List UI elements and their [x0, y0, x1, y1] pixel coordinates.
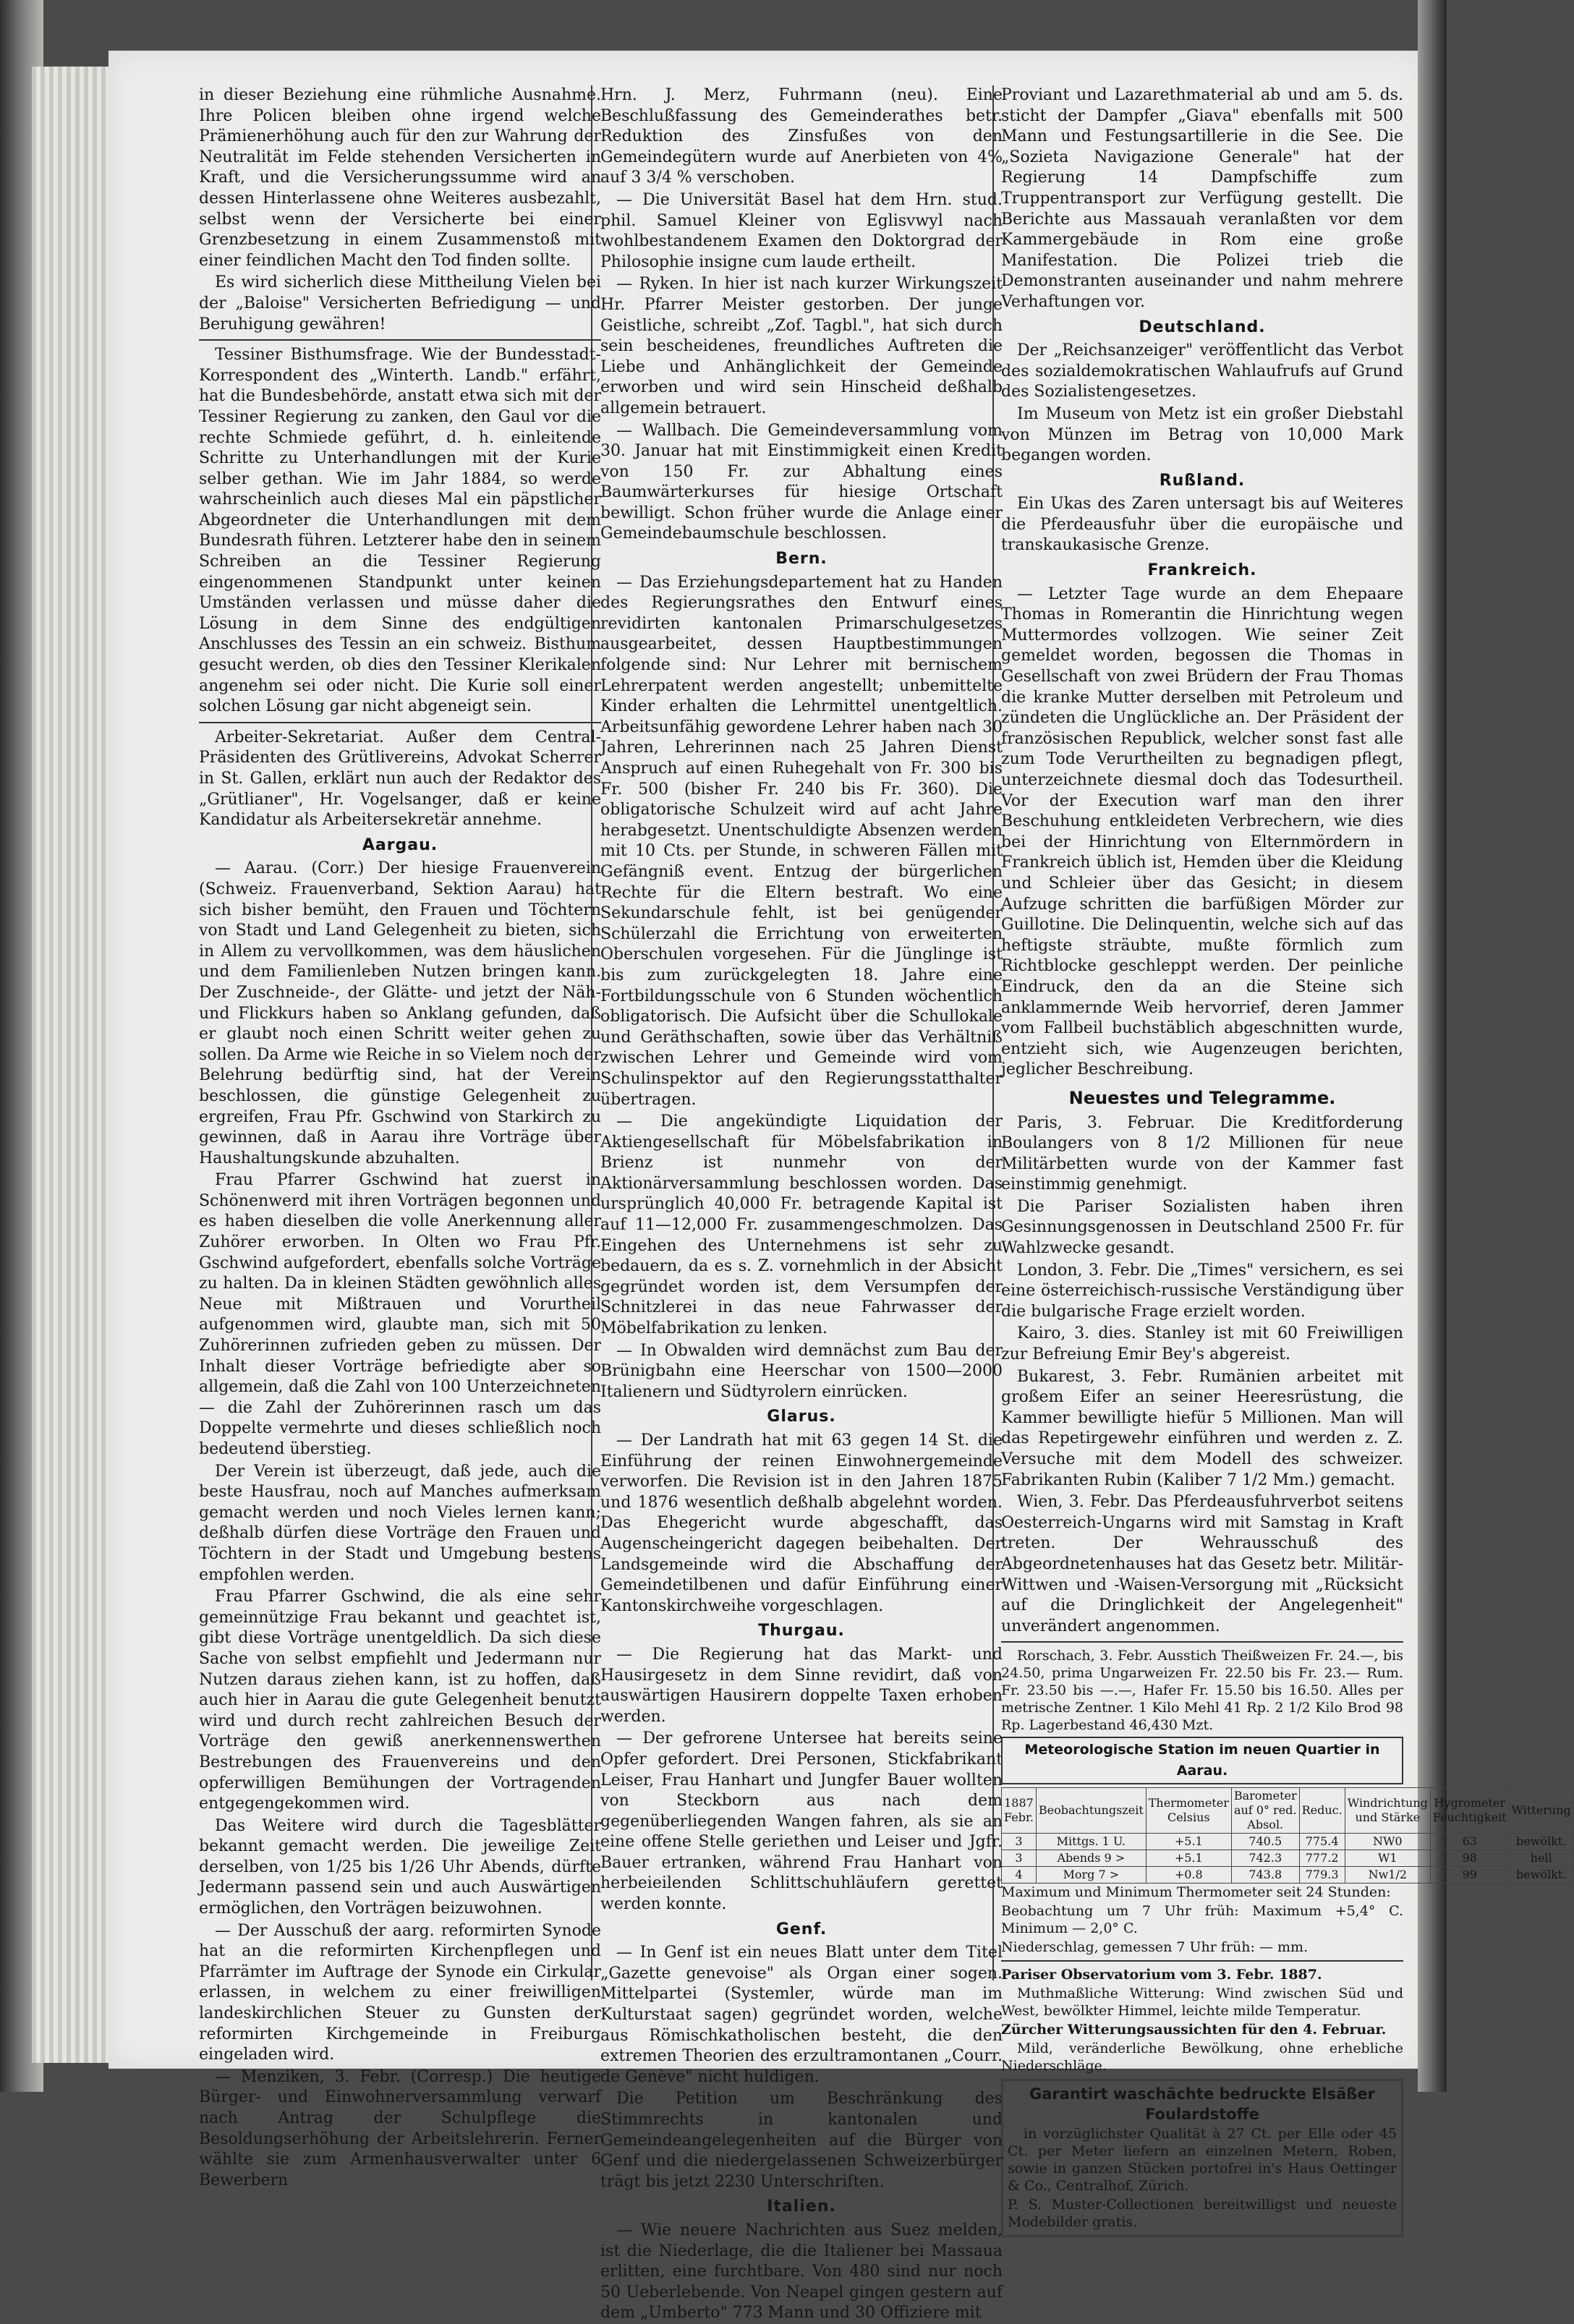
meteo-header-cell: 1887 Febr. [1002, 1787, 1037, 1833]
article-paragraph: — Wallbach. Die Gemeindeversammlung vom 30. Januar hat mit Einstimmigkeit einen Kredit von 150 Fr. zur Abhaltung eines Baumwärterkurses für hiesige Ortschaft bewilligt. Schon früher wurde die Anlage einer Gemeindebaumschule beschlossen. [600, 421, 1003, 543]
meteo-footer: Maximum und Minimum Thermometer seit 24 Stunden: [1001, 1884, 1391, 1900]
article-paragraph: — In Obwalden wird demnächst zum Bau der Brünigbahn eine Heerschar von 1500—2000 Italienern und Südtyrolern einrücken. [600, 1341, 1003, 1401]
section-heading-bern: Bern. [775, 550, 828, 569]
meteo-cell: 775.4 [1299, 1833, 1345, 1850]
meteo-header-cell: Beobachtungszeit [1036, 1787, 1146, 1833]
meteo-row [1002, 1850, 1574, 1866]
article-paragraph: Die Petition um Beschränkung des Stimmrechts in kantonalen und Gemeindeangelegenheiten auf die Bürger von Genf und die niedergelassenen Schweizerbürger trägt bis jetzt 2230 Unterschriften. [600, 2090, 1003, 2191]
section-heading-aargau: Aargau. [362, 835, 438, 854]
article-paragraph: — In Genf ist ein neues Blatt unter dem Titel „Gazette genevoise" als Organ einer sogen. Mittelpartei (Systemler, würde man im Kulturstaat sagen) gegründet worden, welche aus Römischkatholischen besteht, die den extremen Theorien des erzultramontanen „Courr. de Genève" nicht huldigen. [600, 1944, 1003, 2086]
page-stack-edge [32, 67, 113, 2063]
column-1 [199, 85, 601, 2189]
section-heading-italien: Italien. [767, 2197, 836, 2216]
meteo-header-cell: Witterung [1509, 1787, 1573, 1833]
zuerich-forecast-text: Mild, veränderliche Bewölkung, ohne erhebliche Niederschläge. [1001, 2040, 1403, 2074]
article-paragraph: Das Weitere wird durch die Tagesblätter bekannt gemacht werden. Die jeweilige Zeit derselben, von 1/25 bis 1/26 Uhr Abends, dürfte Jedermann passend sein und auch Auswärtigen ermöglichen, den Vorträgen beizuwohnen. [199, 1816, 601, 1918]
column-2 [600, 85, 1003, 2323]
telegram-paragraph: London, 3. Febr. Die „Times" versichern, es sei eine österreichisch-russische Verständigung über die bulgarische Frage erzielt worden. [1001, 1261, 1403, 1321]
meteo-cell: W1 [1345, 1850, 1430, 1866]
meteo-cell: +5.1 [1146, 1833, 1231, 1850]
telegram-paragraph: Paris, 3. Februar. Die Kreditforderung Boulangers von 8 1/2 Millionen für neue Militärbetten wurde von der Kammer fast einstimmig genehmigt. [1001, 1113, 1403, 1194]
meteo-header-cell: Barometer auf 0° red. Absol. [1231, 1787, 1299, 1833]
meteo-header-cell: Thermometer Celsius [1146, 1787, 1231, 1833]
section-heading-frankreich: Frankreich. [1147, 561, 1257, 580]
meteo-row [1002, 1833, 1574, 1850]
section-heading-genf: Genf. [775, 1920, 828, 1938]
meteo-cell: NW0 [1345, 1833, 1430, 1850]
meteo-header-cell: Hygrometer Feuchtigkeit [1430, 1787, 1509, 1833]
separator [1001, 1641, 1403, 1643]
meteo-footer: Niederschlag, gemessen 7 Uhr früh: — mm. [1001, 1938, 1309, 1955]
advertisement [1001, 2079, 1403, 2237]
section-heading-thurgau: Thurgau. [758, 1622, 845, 1640]
article-paragraph: Ein Ukas des Zaren untersagt bis auf Weiteres die Pferdeausfuhr über die europäische und transkaukasische Grenze. [1001, 495, 1403, 555]
market-report: Rorschach, 3. Febr. Ausstich Theißweizen Fr. 24.—, bis 24.50, prima Ungarweizen Fr. 22.50 bis Fr. 23.— Rum. Fr. 23.50 bis —.—, Hafer Fr. 15.50 bis 16.50. Alles per metrische Zentner. 1 Kilo Mehl 41 Rp. 2 1/2 Kilo Brod 98 Rp. Lagerbestand 46,430 Mzt. [1001, 1648, 1403, 1734]
meteo-cell: Nw1/2 [1345, 1866, 1430, 1883]
article-paragraph: — Die Regierung hat das Markt- und Hausirgesetz in dem Sinne revidirt, daß von auswärtigen Hausirern doppelte Taxen erhoben werden. [600, 1645, 1003, 1726]
telegram-paragraph: Die Pariser Sozialisten haben ihren Gesinnungsgenossen in Deutschland 2500 Fr. für Wahlzwecke gesandt. [1001, 1197, 1403, 1258]
separator [199, 339, 601, 341]
observatory-text: Muthmaßliche Witterung: Wind zwischen Süd und West, bewölkter Himmel, leichte milde Temperatur. [1001, 1985, 1403, 2019]
zuerich-forecast-title: Zürcher Witterungsaussichten für den 4. Februar. [1001, 2021, 1387, 2038]
meteo-cell: +5.1 [1146, 1850, 1231, 1866]
observatory-title: Pariser Observatorium vom 3. Febr. 1887. [1001, 1966, 1322, 1983]
section-heading-deutschland: Deutschland. [1139, 318, 1266, 336]
meteo-header-cell: Windrichtung und Stärke [1345, 1787, 1430, 1833]
meteo-cell: 4 [1002, 1866, 1037, 1883]
telegram-paragraph: Wien, 3. Febr. Das Pferdeausfuhrverbot seitens Oesterreich-Ungarns wird mit Samstag in Kraft treten. Der Wehrausschuß des Abgeordnetenhauses hat das Gesetz betr. Militär-Wittwen und -Waisen-Versorgung mit „Rücksicht auf die Dringlichkeit der Angelegenheit" unverändert angenommen. [1001, 1493, 1403, 1635]
meteo-station-title: Meteorologische Station im neuen Quartier in Aarau. [1001, 1737, 1403, 1784]
section-heading-glarus: Glarus. [767, 1408, 836, 1426]
article-paragraph: — Die angekündigte Liquidation der Aktiengesellschaft für Möbelsfabrikation in Brienz ist nunmehr von der Aktionärversammlung beschlossen worden. Das ursprünglich 40,000 Fr. betragende Kapital ist auf 11—12,000 Fr. zusammengeschmolzen. Das Eingehen des Unternehmens ist sehr zu bedauern, da es s. Z. vornehmlich in der Absicht gegründet worden ist, dem Versumpfen der Schnitzlerei in das neue Fahrwasser der Möbelfabrikation zu lenken. [600, 1112, 1003, 1338]
meteo-cell: hell [1509, 1850, 1573, 1866]
meteo-cell: 779.3 [1299, 1866, 1345, 1883]
meteo-header-cell: Reduc. [1299, 1787, 1345, 1833]
article-paragraph: — Letzter Tage wurde an dem Ehepaare Thomas in Romerantin die Hinrichtung wegen Muttermordes vollzogen. Wie seiner Zeit gemeldet worden, begossen die Thomas in Gesellschaft von zwei Brüdern der Frau Thomas die kranke Mutter derselben mit Petroleum und zündeten die Unglückliche an. Der Präsident der französischen Republick, welcher sonst fast alle zum Tode Verurtheilten zu begnadigen pflegt, unterzeichnete diesmal doch das Todesurtheil. Vor der Execution warf man den ihrer Beschuhung entkleideten Verbrechern, wie dies bei der Hinrichtung von Elternmördern in Frankreich üblich ist, Hemden über die Kleidung und Schleier über das Gesicht; in diesem Aufzuge schritten die barfüßigen Mörder zur Guillotine. Die Delinquentin, welche sich auf das heftigste sträubte, mußte förmlich zum Richtblocke geschleppt werden. Der peinliche Eindruck, den da an die Steine sich anklammernde Weib hervorrief, deren Jammer vom Fallbeil buchstäblich abgeschnitten wurde, entzieht sich, wie Augenzeugen berichten, jeglicher Beschreibung. [1001, 584, 1403, 1079]
meteo-cell: bewölkt. [1509, 1833, 1573, 1850]
separator [199, 722, 601, 723]
article-paragraph: Es wird sicherlich diese Mittheilung Vielen bei der „Baloise" Versicherten Befriedigung — und Beruhigung gewähren! [199, 273, 601, 333]
meteo-row [1002, 1866, 1574, 1883]
article-paragraph: in dieser Beziehung eine rühmliche Ausnahme. Ihre Policen bleiben ohne irgend welche Prämienerhöhung auch für den zur Wahrung der Neutralität im Felde stehenden Versicherten in Kraft, und die Versicherungssumme wird an dessen Hinterlassene ohne Weiteres ausbezahlt, selbst wenn der Versicherte bei einer Grenzbesetzung in einem Zusammenstoß mit einer feindlichen Macht den Tod finden sollte. [199, 86, 601, 270]
meteo-cell: 3 [1002, 1833, 1037, 1850]
article-paragraph: — Die Universität Basel hat dem Hrn. stud. phil. Samuel Kleiner von Eglisvwyl nach wohlbestandenem Examen den Doktorgrad der Philosophie insigne cum laude ertheilt. [600, 190, 1003, 271]
separator [1001, 1960, 1403, 1962]
article-paragraph: — Menziken, 3. Febr. (Corresp.) Die heutige Bürger- und Einwohnerversammlung verwarf nach Antrag der Schulpflege die Besoldungserhöhung der Arbeitslehrerin. Ferner wählte sie zum Armenhausverwalter unter 6 Bewerbern [199, 2067, 601, 2189]
article-paragraph: Im Museum von Metz ist ein großer Diebstahl von Münzen im Betrag von 10,000 Mark begangen worden. [1001, 404, 1403, 465]
article-tessiner-bisthumsfrage: Tessiner Bisthumsfrage. Wie der Bundesstadt-Korrespondent des „Winterth. Landb." erfährt, hat die Bundesbehörde, anstatt etwa sich mit der Tessiner Regierung zu zanken, den Gaul vor die rechte Schmiede geführt, d. h. einleitende Schritte zu Unterhandlungen mit der Kurie selber gethan. Wie im Jahr 1884, so werde wahrscheinlich auch dieses Mal ein päpstlicher Abgeordneter die Unterhandlungen mit dem Bundesrath führen. Letzterer habe den in seinem Schreiben an die Tessiner Regierung eingenommenen Standpunkt unter keinen Umständen verlassen und müsse daher die Lösung in dem Sinne des endgültigen Anschlusses des Tessin an ein schweiz. Bisthum gesucht werden, ob dies den Tessiner Klerikalen angenehm sei oder nicht. Die Kurie soll einer solchen Lösung gar nicht abgeneigt sein. [199, 346, 601, 716]
meteo-cell: bewölkt. [1509, 1866, 1573, 1883]
article-paragraph: — Das Erziehungsdepartement hat zu Handen des Regierungsrathes den Entwurf eines revidirten kantonalen Primarschulgesetzes ausgearbeitet, dessen Hauptbestimmungen folgende sind: Nur Lehrer mit bernischem Lehrerpatent werden angestellt; unbemittelte Kinder erhalten die Lehrmittel unentgeltlich. Arbeitsunfähig gewordene Lehrer haben nach 30 Jahren, Lehrerinnen nach 25 Jahren Dienst Anspruch auf einen Ruhegehalt von Fr. 300 bis Fr. 500 (bisher Fr. 240 bis Fr. 360). Die obligatorische Schulzeit wird auf acht Jahre herabgesetzt. Unentschuldigte Absenzen werden mit 10 Cts. per Stunde, in schweren Fällen mit Gefängniß event. Entzug der bürgerlichen Rechte für die Eltern bestraft. Wo eine Sekundarschule fehlt, ist bei genügender Schülerzahl die Errichtung von erweiterten Oberschulen vorgesehen. Für die Jünglinge ist bis zum zurückgelegten 18. Jahre eine Fortbildungsschule von 6 Stunden wöchentlich obligatorisch. Die Aufsicht über die Schullokale und Geräthschaften, sowie über das Verhältniß zwischen Lehrer und Gemeinde wird vom Schulinspektor auf den Regierungsstatthalter übertragen. [600, 573, 1003, 1109]
meteo-cell: Mittgs. 1 U. [1036, 1833, 1146, 1850]
article-paragraph: Proviant und Lazarethmaterial ab und am 5. ds. sticht der Dampfer „Giava" ebenfalls mit 500 Mann und Festungsartillerie in die See. Die „Sozieta Navigazione Generale" hat der Regierung 14 Dampfschiffe zum Truppentransport zur Verfügung gestellt. Die Berichte aus Massauah veranlaßten vor dem Kammergebäude in Rom eine große Manifestation. Die Polizei trieb die Demonstranten auseinander und nahm mehrere Verhaftungen vor. [1001, 86, 1403, 311]
meteo-body [1002, 1833, 1574, 1883]
meteo-cell: Abends 9 > [1036, 1850, 1146, 1866]
article-paragraph: — Wie neuere Nachrichten aus Suez melden, ist die Niederlage, die die Italiener bei Massaua erlitten, eine furchtbare. Von 480 sind nur noch 50 Ueberlebende. Von Neapel gingen gestern auf dem „Umberto" 773 Mann und 30 Offiziere mit [600, 2221, 1003, 2323]
article-paragraph: — Der Landrath hat mit 63 gegen 14 St. die Einführung der reinen Einwohnergemeinde verworfen. Die Revision ist in den Jahren 1875 und 1876 wesentlich deßhalb abgelehnt worden. Das Ehegericht wurde abgeschafft, das Augenscheingericht dagegen beibehalten. Der Landsgemeinde wird die Abschaffung der Gemeindetilbenen und dafür Einführung einer Kantonskirchweihe vorgeschlagen. [600, 1431, 1003, 1615]
article-paragraph: Frau Pfarrer Gschwind, die als eine sehr gemeinnützige Frau bekannt und geachtet ist, gibt diese Vorträge unentgeldlich. Da sich diese Sache von selbst empfiehlt und Jedermann nur Nutzen daraus ziehen kann, ist zu hoffen, daß auch hier in Aarau die gute Gelegenheit benutzt wird und durch recht zahlreichen Besuch der Vorträge den gewiß anerkennenswerthen Bestrebungen des Frauenvereins und den opferwilligen Bemühungen der Vortragenden entgegengekommen wird. [199, 1588, 601, 1813]
ad-text: in vorzüglichster Qualität à 27 Ct. per Elle oder 45 Ct. per Meter liefern an einzelnen Metern, Roben, sowie in ganzen Stücken portofrei in's Haus Oettinger & Co., Centralhof, Zürich. [1008, 2125, 1397, 2194]
ad-ps: P. S. Muster-Collectionen bereitwilligst und neueste Modebilder gratis. [1008, 2196, 1397, 2230]
meteo-cell: 742.3 [1231, 1850, 1299, 1866]
article-paragraph: — Der gefrorene Untersee hat bereits seine Opfer gefordert. Drei Personen, Stickfabrikant Leiser, Frau Hanhart und Jungfer Bauer wollten von Steckborn aus nach dem gegenüberliegenden Wangen fahren, als sie an eine offene Stelle geriethen und Leiser und Jgfr. Bauer ertranken, während Frau Hanhart von herbeieilenden Schlittschuhläufern gerettet werden konnte. [600, 1729, 1003, 1914]
article-paragraph: Der „Reichsanzeiger" veröffentlicht das Verbot des sozialdemokratischen Wahlaufrufs auf Grund des Sozialistengesetzes. [1001, 341, 1403, 401]
telegram-paragraph: Kairo, 3. dies. Stanley ist mit 60 Freiwilligen zur Befreiung Emir Bey's abgereist. [1001, 1324, 1403, 1364]
column-3 [1001, 85, 1571, 2230]
meteo-cell: 3 [1002, 1850, 1037, 1866]
meteo-cell: 777.2 [1299, 1850, 1345, 1866]
article-paragraph: — Aarau. (Corr.) Der hiesige Frauenverein (Schweiz. Frauenverband, Sektion Aarau) hat sich bisher bemüht, den Frauen und Töchtern von Stadt und Land Gelegenheit zu bieten, sich in Allem zu vervollkommen, was dem häuslichen und dem Familienleben Nutzen bringen kann. Der Zuschneide-, der Glätte- und jetzt der Näh- und Flickkurs haben so Anklang gefunden, daß er glaubt noch einen Schritt weiter gehen zu sollen. Da Arme wie Reiche in so Vielem noch der Belehrung bedürftig sind, hat der Verein beschlossen, die günstige Gelegenheit zu ergreifen, Frau Pfr. Gschwind von Starkirch zu gewinnen, daß in Aarau ihre Vorträge über Haushaltungskunde abzuhalten. [199, 859, 601, 1167]
article-paragraph: Hrn. J. Merz, Fuhrmann (neu). Eine Beschlußfassung des Gemeinderathes betr. Reduktion des Zinsfußes von den Gemeindegütern wurde auf Anerbieten von 4% auf 3 3/4 % verschoben. [600, 86, 1003, 187]
article-paragraph: — Ryken. In hier ist nach kurzer Wirkungszeit Hr. Pfarrer Meister gestorben. Der junge Geistliche, schreibt „Zof. Tagbl.", hat sich durch sein bescheidenes, freundliches Auftreten die Liebe und Anhänglichkeit der Gemeinde erworben und wird sein Hinscheid deßhalb allgemein betrauert. [600, 275, 1003, 417]
telegram-paragraph: Bukarest, 3. Febr. Rumänien arbeitet mit großem Eifer an seiner Heeresrüstung, die Kammer bewilligte hiefür 5 Millionen. Man will das Repetirgewehr einführen und werden z. Z. Versuche mit dem Modell des schweizer. Fabrikanten Rubin (Kaliber 7 1/2 Mm.) gemacht. [1001, 1367, 1403, 1489]
meteo-cell: 740.5 [1231, 1833, 1299, 1850]
section-heading-russland: Rußland. [1159, 471, 1246, 490]
article-paragraph: Der Verein ist überzeugt, daß jede, auch die beste Hausfrau, noch auf Manches aufmerksam gemacht werden und noch Vieles lernen kann; deßhalb dürfen diese Vorträge den Frauen und Töchtern in der Stadt und Umgebung bestens empfohlen werden. [199, 1462, 601, 1584]
article-paragraph: — Der Ausschuß der aarg. reformirten Synode hat an die reformirten Kirchenpflegen und Pfarrämter im Auftrage der Synode ein Cirkular erlassen, in welchem zu einer freiwilligen landeskirchlichen Steuer zu Gunsten der reformirten Kirchgemeinde in Freiburg eingeladen wird. [199, 1921, 601, 2064]
meteo-cell: +0.8 [1146, 1866, 1231, 1883]
section-heading-telegramme: Neuestes und Telegramme. [1068, 1087, 1336, 1108]
meteo-header-row [1002, 1787, 1574, 1833]
meteo-cell: 63 [1430, 1833, 1509, 1850]
scan-edge-right [1418, 0, 1447, 2092]
meteo-cell: Morg 7 > [1036, 1866, 1146, 1883]
meteo-table [1001, 1787, 1574, 1884]
article-paragraph: Frau Pfarrer Gschwind hat zuerst in Schönenwerd mit ihren Vorträgen begonnen und es haben dieselben die volle Anerkennung aller Zuhörer erworben. In Olten wo Frau Pfr. Gschwind aufgefordert, ebenfalls solche Vorträge zu halten. Da in kleinen Städten gewöhnlich alles Neue mit Mißtrauen und Vorurtheil aufgenommen wird, glaubte man, sich mit 50 Zuhörerinnen zufrieden geben zu müssen. Der Inhalt dieser Vorträge befriedigte aber so allgemein, daß die Zahl von 100 Unterzeichneten — die Zahl der Zuhörerinnen rasch um das Doppelte vermehrte und dieses schließlich noch bedeutend überstieg. [199, 1171, 601, 1458]
meteo-footer: Beobachtung um 7 Uhr früh: Maximum +5,4° C. Minimum — 2,0° C. [1001, 1902, 1403, 1936]
meteo-cell: 743.8 [1231, 1866, 1299, 1883]
meteo-cell: 98 [1430, 1850, 1509, 1866]
meteo-cell: 99 [1430, 1866, 1509, 1883]
article-arbeiter-sekretariat: Arbeiter-Sekretariat. Außer dem Central-Präsidenten des Grütlivereins, Advokat Scherrer in St. Gallen, erklärt nun auch der Redaktor des „Grütlianer", Hr. Vogelsanger, daß er keine Kandidatur als Arbeitersekretär annehme. [199, 728, 601, 830]
ad-title: Garantirt waschächte bedruckte Elsäßer Foulardstoffe [1029, 2085, 1375, 2124]
